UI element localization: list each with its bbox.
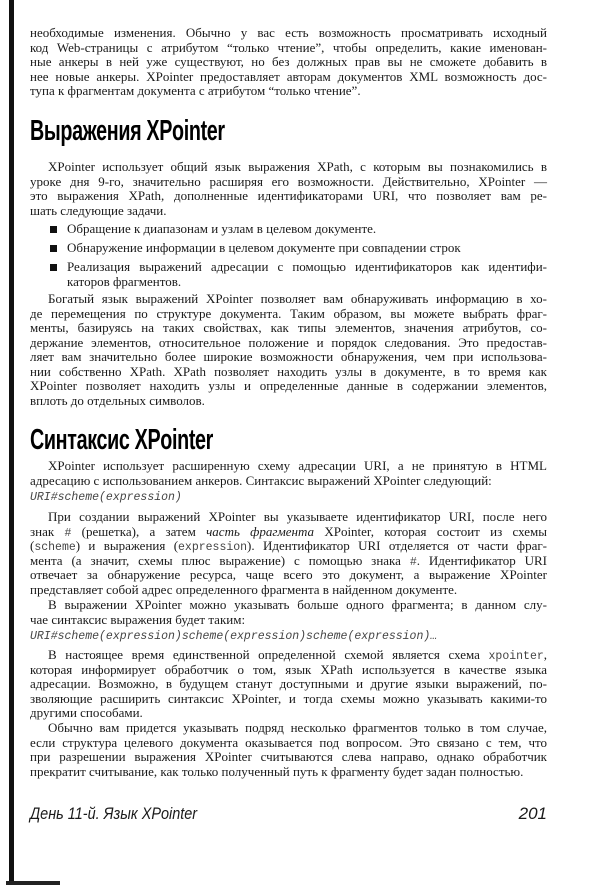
text-line: нии собственно XPath. XPath позволяет находить узлы в документе, в то время как (30, 363, 547, 379)
bullet-square-icon (50, 226, 57, 233)
text-line: XPointer использует общий язык выражения XPath, с которым вы познакомились в (48, 159, 547, 174)
paragraph-multiple-fragments (30, 598, 547, 627)
text-line: при разрешении выражения XPointer считываются слева направо, однако обработчик (30, 749, 547, 764)
text-line: необходимые изменения. Обычно у вас есть возможность просматривать исходный (30, 25, 547, 40)
text-run: . Идентификатор URI (416, 552, 547, 568)
bullet-text: Обращение к диапазонам и узлам в целевом документе. (67, 221, 377, 236)
bullet-item (50, 222, 547, 237)
text-run: XPointer, которая состоит из схемы (314, 523, 548, 539)
text-line: ляет вам значительно более широкие возможности обнаружения, чем при использова- (30, 349, 547, 364)
page-edge-foot (6, 881, 60, 885)
emphasis-text: часть фрагмента (206, 523, 315, 539)
running-footer-title: День 11-й. Язык XPointer (30, 804, 198, 823)
text-line: которая информирует обработчик о том, язык XPath используется в качестве языка (30, 661, 547, 677)
text-line: Богатый язык выражений XPointer позволяет вам обнаруживать информацию в хо- (48, 291, 547, 306)
bullet-text: Обнаружение информации в целевом документе при совпадении строк (67, 240, 461, 255)
text-line: зволяющие расширить синтаксис XPointer, и тогда схемы можно указывать какими-то (30, 690, 547, 706)
text-line: адресацию с использованием анкеров. Синтаксис выражений XPointer следующий: (30, 472, 492, 488)
inline-code: # (409, 555, 417, 569)
text-line: ные анкеры в ней уже существуют, но без должных прав вы не сможете добавить в (30, 54, 547, 69)
bullet-list (50, 222, 547, 289)
text-line: вплоть до отдельных символов. (30, 392, 205, 408)
paragraph-creating-expressions (30, 510, 547, 597)
paragraph-syntax-intro (30, 459, 547, 488)
bullet-item-continuation (50, 275, 547, 290)
text-run: знак (30, 523, 65, 539)
text-line: другими способами. (30, 705, 143, 720)
paragraph-rich-language (30, 292, 547, 408)
text-line: уроке дня 9-го, значительно расширяя его возможности. Действительно, XPointer — (30, 173, 547, 189)
inline-code: # (64, 526, 72, 540)
section-heading-syntax: Синтаксис XPointer (30, 424, 214, 456)
text-line: XPointer позволяет находить узлы и определенные данные в содержании элементов, (30, 378, 547, 393)
text-run: мента (а значит, схемы плюс выражение) с помощью знака (30, 552, 410, 568)
text-line: представляет собой адрес определенного фрагмента в найденном документе. (30, 581, 458, 597)
text-line: если структура целевого документа оказывается под вопросом. Это связано с тем, что (30, 734, 547, 750)
text-line: де перемещения по структуре документа. Таким образом, вы можете выбрать фраг- (30, 305, 547, 321)
bullet-square-icon (50, 245, 57, 252)
text-line: шать следующие задачи. (30, 202, 167, 218)
text-line: чае синтаксис выражения будет таким: (30, 611, 246, 627)
text-run: ( (30, 538, 35, 553)
bullet-square-icon (50, 264, 57, 271)
page-number: 201 (518, 804, 547, 823)
text-run: ) и выражения ( (75, 538, 179, 553)
text-line: код Web-страницы с атрибутом “только чтение”, чтобы определить, какие именован- (30, 39, 547, 55)
bullet-item (50, 260, 547, 275)
text-line: Обычно вам придется указывать подряд несколько фрагментов только в том случае, (48, 720, 547, 735)
text-line: При создании выражений XPointer вы указываете идентификатор URI, после него (48, 509, 547, 524)
code-syntax-single: URI#scheme(expression) (30, 491, 182, 504)
paragraph-intro (30, 26, 547, 99)
text-run: ). Идентификатор URI отделяется от части фраг- (247, 538, 547, 553)
text-line: тупа к фрагментам документа с атрибутом “только чтение”. (30, 83, 361, 98)
code-syntax-multiple: URI#scheme(expression)scheme(expression)scheme(expression)… (30, 630, 438, 643)
inline-code: scheme (34, 541, 76, 554)
text-line: прекратит считывание, как только полученный путь к фрагменту будет задан полностью. (30, 763, 524, 779)
section-heading-expressions: Выражения XPointer (30, 115, 225, 147)
paragraph-fragment-order (30, 721, 547, 779)
text-run: (решетка), а затем (71, 523, 207, 539)
text-line: держание элементов, относительное положение и порядок следования. Это предостав- (30, 334, 547, 350)
text-line (30, 525, 547, 540)
text-line (30, 539, 547, 554)
bullet-item (50, 241, 547, 256)
text-run: В настоящее время единственной определенной схемой является схема (48, 647, 489, 662)
text-line: нее новые анкеры. XPointer предоставляет авторам документов XML возможность дос- (30, 68, 547, 84)
paragraph-expressions (30, 160, 547, 218)
page-edge-bar (9, 0, 14, 885)
inline-code: expression (178, 541, 248, 554)
text-line: адресации. Возможно, в будущем станут доступными и другие языки выражений, по- (30, 676, 547, 691)
bullet-text: каторов фрагментов. (67, 273, 182, 289)
text-line: это выражения XPath, дополненные идентификаторами URI, что позволяет вам ре- (30, 188, 547, 203)
text-line: В выражении XPointer можно указывать больше одного фрагмента; в данном слу- (48, 597, 547, 612)
text-line: XPointer использует расширенную схему адресации URI, а не принятую в HTML (48, 458, 547, 473)
bullet-text: Реализация выражений адресации с помощью идентификаторов как идентифи- (67, 259, 547, 274)
text-line (30, 554, 547, 569)
paragraph-xpointer-scheme (30, 648, 547, 721)
text-run: , (543, 647, 547, 662)
text-line (30, 648, 547, 663)
text-line: отвечает за обнаружение ресурса, чаще всего это документ, а выражение XPointer (30, 567, 547, 582)
text-line: менты, базируясь на таких свойствах, как типы элементов, значения атрибутов, со- (30, 320, 547, 335)
inline-code: xpointer (488, 650, 544, 663)
